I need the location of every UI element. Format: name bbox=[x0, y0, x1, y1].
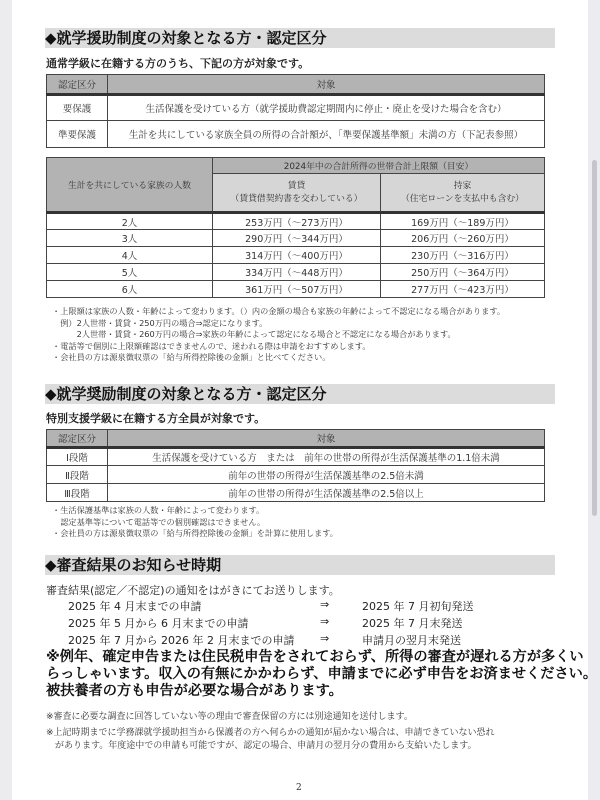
header-rent-subtitle: （賃貸借契約書を交わしている） bbox=[230, 193, 363, 204]
schedule-result: 申請月の翌月末発送 bbox=[362, 634, 461, 647]
income-limit-table bbox=[46, 157, 545, 298]
notice-line: 被扶養者の方も申告が必要な場合があります。 bbox=[46, 683, 343, 699]
section2-intro: 特別支援学級に在籍する方全員が対象です。 bbox=[46, 412, 266, 425]
cell-category: 要保護 bbox=[47, 95, 108, 121]
cell-category: Ⅱ段階 bbox=[47, 466, 108, 484]
cell-rent: 253万円（～273万円） bbox=[213, 213, 381, 230]
cell-people: 2人 bbox=[47, 213, 213, 230]
header-rent-title: 賃貸 bbox=[287, 180, 306, 191]
header-family-size: 生計を共にしている家族の人数 bbox=[47, 158, 213, 213]
cell-own: 250万円（～364万円） bbox=[381, 264, 545, 281]
cell-category: 準要保護 bbox=[47, 121, 108, 148]
cell-own: 206万円（～260万円） bbox=[381, 230, 545, 247]
note-line: 例）2人世帯・賃貸・250万円の場合⇒認定になります。 bbox=[52, 317, 268, 328]
table-row bbox=[47, 121, 545, 148]
cell-people: 5人 bbox=[47, 264, 213, 281]
table-row bbox=[47, 264, 545, 281]
note-line: ・上限額は家族の人数・年齢によって変わります。（）内の金額の場合も家族の年齢によって不認定になる場合があります。 bbox=[52, 306, 506, 316]
table-row bbox=[47, 466, 545, 484]
cell-target: 生計を共にしている家族全員の所得の合計額が、「準要保護基準額」未満の方（下記表参照） bbox=[108, 121, 545, 148]
schedule-period: 2025 年 7 月から 2026 年 2 月末までの申請 bbox=[68, 634, 295, 647]
section-heading-review-results: ◆審査結果のお知らせ時期 bbox=[45, 555, 555, 575]
schedule-period: 2025 年 5 月から 6 月末までの申請 bbox=[68, 617, 249, 630]
cell-rent: 361万円（～507万円） bbox=[213, 281, 381, 298]
cell-target: 生活保護を受けている方 または 前年の世帯の所得が生活保護基準の1.1倍未満 bbox=[108, 448, 545, 466]
header-rent bbox=[213, 174, 381, 213]
schedule-result: 2025 年 7 月初旬発送 bbox=[362, 600, 474, 613]
header-category: 認定区分 bbox=[47, 75, 108, 95]
arrow-icon: ⇒ bbox=[320, 615, 330, 628]
cell-own: 230万円（～316万円） bbox=[381, 247, 545, 264]
header-target: 対象 bbox=[108, 75, 545, 95]
cell-own: 169万円（～189万円） bbox=[381, 213, 545, 230]
table-row bbox=[47, 230, 545, 247]
table-row bbox=[47, 95, 545, 121]
section2-notes bbox=[52, 505, 338, 540]
header-own bbox=[381, 174, 545, 213]
notice-line: らっしゃいます。収入の有無にかかわらず、申請までに必ず申告をお済ませください。 bbox=[46, 666, 598, 682]
note-line: 2人世帯・賃貸・260万円の場合⇒家族の年齢によって認定になる場合と不認定になる場合があります。 bbox=[52, 329, 456, 339]
cell-target: 前年の世帯の所得が生活保護基準の2.5倍以上 bbox=[108, 484, 545, 502]
note-line: 認定基準等について電話等での個別確認はできません。 bbox=[52, 516, 266, 527]
section1-intro: 通常学級に在籍する方のうち、下記の方が対象です。 bbox=[46, 57, 310, 70]
section3-intro: 審査結果(認定／不認定)の通知をはがきにてお送りします。 bbox=[46, 584, 340, 597]
note-line: ・電話等で個別に上限額確認はできませんので、迷われる際は申請をおすすめします。 bbox=[52, 340, 371, 351]
note-line: ※上記時期までに学務課就学援助担当から保護者の方へ何らかの通知が届かない場合は、申請できていない恐れ bbox=[46, 728, 495, 738]
section3-small-notes bbox=[46, 709, 495, 754]
header-category: 認定区分 bbox=[47, 430, 108, 448]
cell-target: 生活保護を受けている方（就学援助費認定期間内に停止・廃止を受けた場合を含む） bbox=[108, 95, 545, 121]
cell-rent: 314万円（～400万円） bbox=[213, 247, 381, 264]
eligibility-table-special bbox=[46, 429, 545, 502]
note-line: ・会社員の方は源泉徴収票の「給与所得控除後の金額」を計算に使用します。 bbox=[52, 528, 338, 538]
tax-declaration-notice bbox=[46, 649, 597, 700]
cell-target: 前年の世帯の所得が生活保護基準の2.5倍未満 bbox=[108, 466, 545, 484]
cell-category: Ⅰ段階 bbox=[47, 448, 108, 466]
header-own-title: 持家 bbox=[453, 180, 472, 191]
notice-line: ※例年、確定申告または住民税申告をされておらず、所得の審査が遅れる方が多くい bbox=[46, 649, 584, 665]
arrow-icon: ⇒ bbox=[320, 598, 330, 611]
section-heading-shugaku-enjo: ◆就学援助制度の対象となる方・認定区分 bbox=[45, 28, 555, 48]
table-row bbox=[47, 448, 545, 466]
eligibility-table-regular bbox=[46, 74, 545, 148]
schedule-result: 2025 年 7 月末発送 bbox=[362, 617, 463, 630]
header-target: 対象 bbox=[108, 430, 545, 448]
cell-rent: 334万円（～448万円） bbox=[213, 264, 381, 281]
table-row bbox=[47, 213, 545, 230]
header-own-subtitle: （住宅ローンを支払中も含む） bbox=[401, 193, 524, 204]
section1-notes bbox=[52, 306, 505, 364]
note-line: ・生活保護基準は家族の人数・年齢によって変わります。 bbox=[52, 505, 265, 515]
cell-own: 277万円（～423万円） bbox=[381, 281, 545, 298]
arrow-icon: ⇒ bbox=[320, 632, 330, 645]
table-row bbox=[47, 247, 545, 264]
scrollbar-thumb[interactable] bbox=[592, 160, 597, 516]
cell-category: Ⅲ段階 bbox=[47, 484, 108, 502]
note-line: があります。年度途中での申請も可能ですが、認定の場合、申請月の翌月分の費用から支給いたします。 bbox=[46, 741, 477, 751]
page-number: 2 bbox=[296, 783, 302, 793]
header-income-limit-group: 2024年中の合計所得の世帯合計上限額（目安） bbox=[213, 158, 545, 174]
note-line: ※審査に必要な調査に回答していない等の理由で審査保留の方には別途通知を送付します。 bbox=[46, 712, 413, 722]
section-heading-shugaku-shorei: ◆就学奨励制度の対象となる方・認定区分 bbox=[45, 384, 555, 404]
schedule-period: 2025 年 4 月末までの申請 bbox=[68, 600, 202, 613]
table-row bbox=[47, 281, 545, 298]
table-row bbox=[47, 484, 545, 502]
cell-rent: 290万円（～344万円） bbox=[213, 230, 381, 247]
cell-people: 3人 bbox=[47, 230, 213, 247]
note-line: ・会社員の方は源泉徴収票の「給与所得控除後の金額」と比べてください。 bbox=[52, 352, 331, 362]
cell-people: 4人 bbox=[47, 247, 213, 264]
cell-people: 6人 bbox=[47, 281, 213, 298]
